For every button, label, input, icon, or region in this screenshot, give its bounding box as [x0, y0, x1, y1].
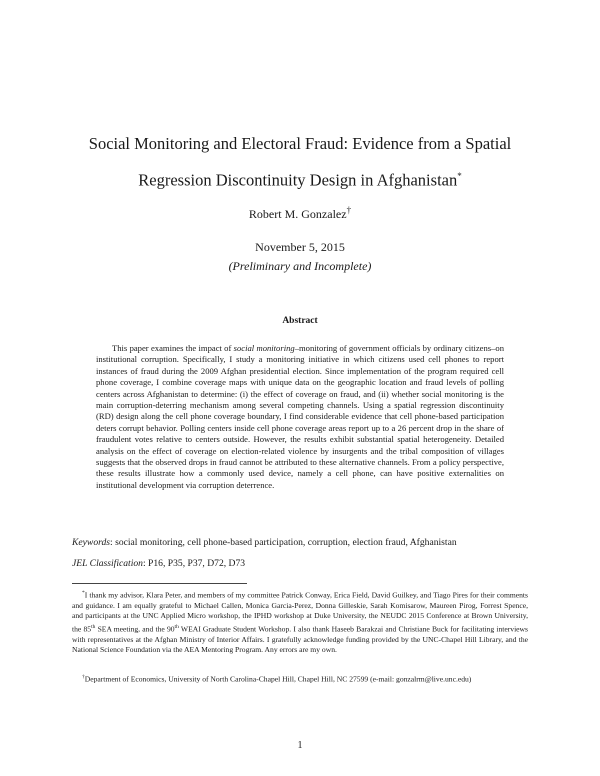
abstract-emphasis: social monitoring [233, 343, 295, 353]
paper-title [40, 128, 560, 197]
title-footnote-mark: * [457, 171, 462, 181]
paper-status: (Preliminary and Incomplete) [228, 259, 372, 273]
keywords [72, 537, 542, 548]
page-number: 1 [297, 740, 303, 751]
abstract-text: This paper examines the impact of social monitoring–monitoring of government officials by ordinary citizens–on institutional corruption. Specifically, I study a monitoring initiative in which citizens used cell phones to report instances of fraud during the 2009 Afghan presidential election. Since implementation of the program required cell phone coverage, I combine coverage maps with unique data on the geographic location and fraud levels of polling centers across Afghanistan to determine: (i) the effect of coverage on fraud, and (ii) whether social monitoring is the main corruption-deterring mechanism among several competing channels. Using a spatial regression discontinuity (RD) design along the cell phone coverage boundary, I find considerable evidence that cell phone-based participation deters corrupt behavior. Polling centers inside cell phone coverage areas report up to a 26 percent drop in the share of fraudulent votes relative to centers outside. However, the results exhibit substantial spatial heterogeneity. Detailed analysis on the effect of coverage on election-related violence by insurgents and the tribal composition of villages suggests that the observed drops in fraud cannot be attributed to these alternative channels. From a policy perspective, these results illustrate how a commonly used device, namely a cell phone, can have positive externalities on institutional development via corruption deterrence. [96, 343, 505, 490]
footnote-rule [72, 583, 247, 584]
title-line-2 [40, 160, 560, 197]
jel-classification [72, 558, 542, 569]
title-line-2-text: Regression Discontinuity Design in Afghanistan [138, 170, 458, 190]
author-footnote-mark: † [346, 205, 352, 215]
jel-codes: : P16, P35, P37, D72, D73 [142, 558, 246, 569]
author [0, 205, 600, 222]
footnote-acknowledgements: *I thank my advisor, Klara Peter, and members of my committee Patrick Conway, Erica Field, David Guilkey, and Tiago Pires for their comments and guidance. I am equally grateful to Michael Callen, Monica Garcia-Perez, Donna Gilleskie, Sarah Komisarow, Maureen Pirog, Forrest Spence, and participants at the UNC Applied Micro workshop, the IPHD workshop at Duke University, the NEUDC 2015 Conference at Brown University, the 85th SEA meeting, and the 90th WEAI Graduate Student Workshop. I also thank Haseeb Barakzai and Christiane Buck for facilitating interviews with representatives at the Afghan Ministry of Interior Affairs. I gratefully acknowledge funding provided by the UNC-Chapel Hill Library, and the National Science Foundation via the AEA Mentoring Program. Any errors are my own. [72, 590, 528, 655]
author-name: Robert M. Gonzalez [248, 207, 347, 221]
jel-label: JEL Classification [72, 558, 143, 569]
keywords-label: Keywords [72, 537, 111, 548]
paper-date: November 5, 2015 [255, 240, 345, 254]
footnote-affiliation: †Department of Economics, University of North Carolina-Chapel Hill, Chapel Hill, NC 27599 (e-mail: gonzalrm@live.unc.edu) [82, 674, 472, 684]
abstract-heading: Abstract [282, 316, 318, 326]
keywords-list: : social monitoring, cell phone-based participation, corruption, election fraud, Afghanistan [110, 537, 457, 548]
title-line-1: Social Monitoring and Electoral Fraud: Evidence from a Spatial [88, 134, 512, 153]
date-block [0, 238, 600, 276]
